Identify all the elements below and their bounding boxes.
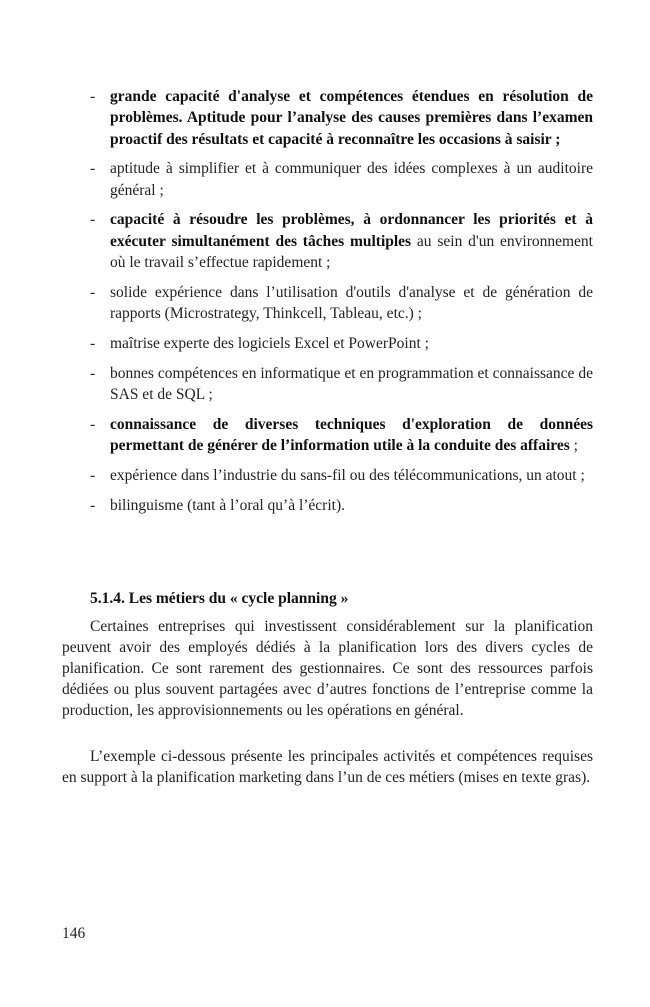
- list-item: [90, 363, 593, 406]
- list-item: [90, 86, 593, 150]
- dash-bullet-icon: -: [90, 466, 96, 484]
- dash-bullet-icon: -: [90, 364, 96, 382]
- dash-bullet-icon: -: [90, 211, 96, 229]
- dash-bullet-icon: -: [90, 88, 96, 105]
- item-text: expérience dans l’industrie du sans-fil ou des télécommunications, un atout ;: [110, 466, 585, 484]
- item-text: solide expérience dans l’utilisation d'outils d'analyse et de génération de rapports (Microstrategy, Thinkcell, Tableau, etc.) ;: [110, 283, 593, 323]
- item-text: maîtrise experte des logiciels Excel et PowerPoint ;: [110, 334, 429, 352]
- body-paragraph: Certaines entreprises qui investissent considérablement sur la planification peuvent avoir des employés dédiés à la planification lors des divers cycles de planification. Ce sont rarement des gestionnaires. Ce sont des ressources parfois dédiées ou plus souvent partagées avec d’autres fonctions de l’entreprise comme la production, les approvisionnements ou les opérations en général.: [62, 618, 593, 719]
- item-text: ;: [569, 437, 578, 455]
- list-item: [90, 465, 593, 486]
- dash-bullet-icon: -: [90, 334, 96, 352]
- bold-text: capacité à résoudre les problèmes, à ordonnancer les priorités et à exécuter simultanément des tâches multiples: [110, 211, 593, 250]
- list-item: [90, 282, 593, 325]
- list-item: [90, 414, 593, 457]
- list-item: [90, 495, 593, 516]
- list-item: [90, 333, 593, 354]
- dash-bullet-icon: -: [90, 160, 96, 178]
- list-item: [90, 209, 593, 273]
- bold-text: grande capacité d'analyse et compétences étendues en résolution de problèmes. Aptitude pour l’analyse des causes premières dans l’examen proactif des résultats et capacité à reconnaître les occasions à saisir ;: [110, 88, 593, 148]
- item-text: bonnes compétences en informatique et en programmation et connaissance de SAS et de SQL ;: [110, 364, 593, 404]
- item-text: bilinguisme (tant à l’oral qu’à l’écrit).: [110, 496, 345, 514]
- item-text: aptitude à simplifier et à communiquer des idées complexes à un auditoire général ;: [110, 160, 593, 199]
- page-number: 146: [62, 925, 86, 942]
- bold-text: connaissance de diverses techniques d'exploration de données permettant de générer de l’information utile à la conduite des affaires: [110, 415, 593, 455]
- requirements-list: [90, 86, 593, 525]
- dash-bullet-icon: -: [90, 496, 96, 514]
- dash-bullet-icon: -: [90, 283, 96, 301]
- item-text: au sein d'un environnement où le travail s’effectue rapidement ;: [110, 232, 593, 272]
- section-heading: 5.1.4. Les métiers du « cycle planning »: [90, 590, 349, 607]
- body-paragraph: L’exemple ci-dessous présente les principales activités et compétences requises en support à la planification marketing dans l’un de ces métiers (mises en texte gras).: [62, 748, 593, 786]
- list-item: [90, 158, 593, 201]
- dash-bullet-icon: -: [90, 415, 96, 433]
